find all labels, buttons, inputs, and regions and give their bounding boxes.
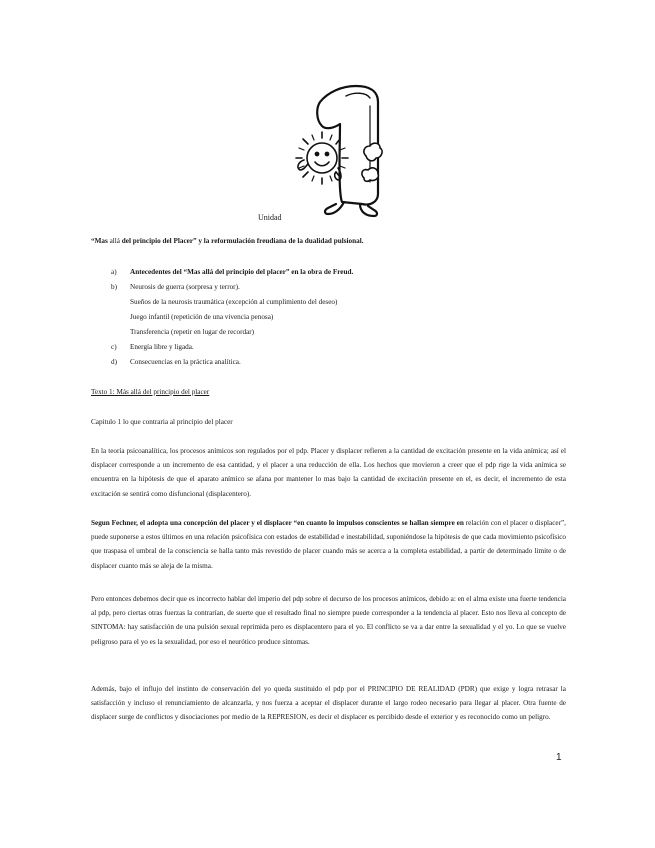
list-item: Neurosis de guerra (sorpresa y terror). xyxy=(130,283,240,291)
title-rest: del principio del Placer” y la reformulación freudiana de la dualidad pulsional. xyxy=(121,237,364,245)
list-item: Consecuencias en la práctica analítica. xyxy=(130,358,241,366)
section-heading: Texto 1: Más allá del principio del placer xyxy=(91,388,210,396)
unit-label: Unidad xyxy=(258,213,282,222)
paragraph-2-rest: relación con el placer o displacer”, puede suponerse a estos últimos en una relación psicofísica con estados de estabilidad e inestabilidad, suponiéndose la hipótesis de que cada movimiento psicofísico que traspasa el umbral de la consciencia se halla tanto más revestido de placer cuando más se acerca a la completa estabilidad, a partir de determinado limite o de displacer cuanto más se aleja de la misma. xyxy=(91,519,566,570)
paragraph-1: En la teoría psicoanalítica, los procesos anímicos son regulados por el pdp. Placer y displacer refieren a la cantidad de excitación presente en la vida anímica; así el displacer corresponde a un incremento de esa cantidad, y el placer a una reducción de ella. Los hechos que movieron a creer que el pdp rige la vida anímica se encuentra en la hipótesis de que el aparato anímico se afana por mantener lo mas bajo la cantidad de excitación presente en el, es decir, el incremento de esta excitación se sentirá como disfuncional (displacentero). xyxy=(91,447,566,498)
paragraph-4: Además, bajo el influjo del instinto de conservación del yo queda sustituido el pdp por el PRINCIPIO DE REALIDAD (PDR) que exige y logra retrasar la satisfacción y incluso el renunciamiento de alcanzarla, y nos fuerza a aceptar el displacer durante el largo rodeo necesario para llegar al placer. Otra fuente de displacer surge de conflictos y disociaciones por medio de la REPRESION, es decir el displacer es percibido desde el exterior y es reconocido como un peligro. xyxy=(91,685,566,722)
list-marker: a) xyxy=(111,268,117,276)
title-middle: allá xyxy=(107,237,122,245)
list-item: Energía libre y ligada. xyxy=(130,343,194,351)
list-item: Transferencia (repetir en lugar de recordar) xyxy=(130,328,255,336)
number-one-illustration xyxy=(282,82,392,220)
page-number: 1 xyxy=(556,752,562,763)
list-item: Antecedentes del “Mas allá del principio del placer” en la obra de Freud. xyxy=(130,268,354,276)
paragraph-2-bold: Segun Fechner, el adopta una concepción del placer y el displacer “en cuanto lo impulsos conscientes se hallan siempre en xyxy=(91,519,464,527)
paragraph-2 xyxy=(91,516,566,573)
list-item: Sueños de la neurosis traumática (excepción al cumplimiento del deseo) xyxy=(130,298,338,306)
list-marker: c) xyxy=(111,343,117,351)
list-marker: b) xyxy=(111,283,117,291)
paragraph-3: Pero entonces debemos decir que es incorrecto hablar del imperio del pdp sobre el decurso de los procesos anímicos, debido a: en el alma existe una fuerte tendencia al pdp, pero ciertas otras fuerzas la contrarían, de suerte que el resultado final no siempre puede corresponder a la tendencia al placer. Esto nos lleva al concepto de SINTOMA: hay satisfacción de una pulsión sexual reprimida pero es displacentero para el yo. El conflicto se va a dar entre la sexualidad y el yo. Lo que se vuelve peligroso para el yo es la sexualidad, por eso el neurótico produce síntomas. xyxy=(91,595,566,646)
list-item: Juego infantil (repetición de una vivencia penosa) xyxy=(130,313,274,321)
chapter-heading: Capitulo 1 lo que contraria al principio del placer xyxy=(91,418,233,426)
title-prefix: “Mas xyxy=(91,237,108,245)
list-marker: d) xyxy=(111,358,117,366)
document-title xyxy=(91,237,364,246)
